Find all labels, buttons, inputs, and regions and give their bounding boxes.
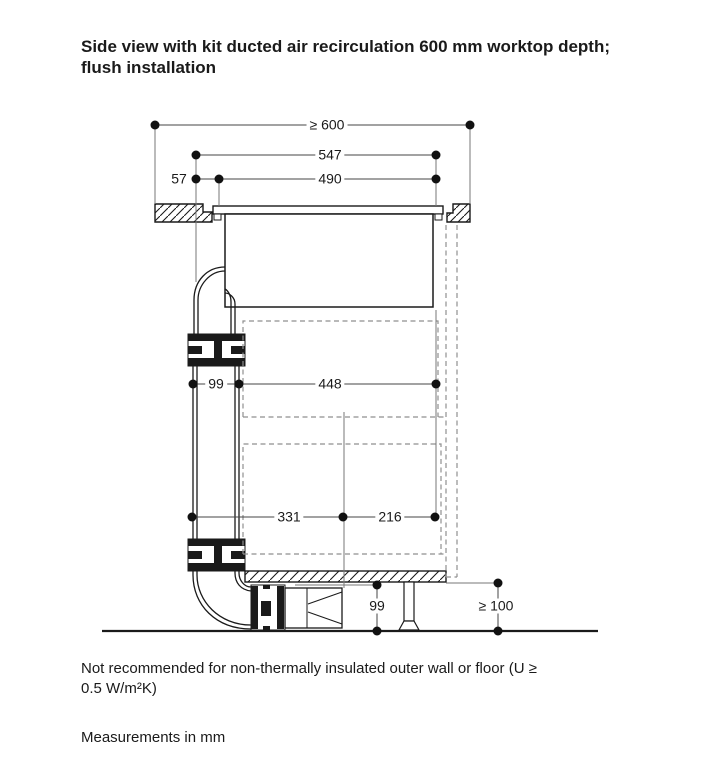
dim-rear-offset: 57 bbox=[168, 172, 190, 187]
dim-duct-width: 99 bbox=[205, 377, 227, 392]
duct-coupling-bottom bbox=[251, 585, 285, 630]
duct-elbow-lower bbox=[193, 571, 251, 629]
duct-coupling-lower bbox=[188, 539, 245, 571]
warning-line-1: Not recommended for non-thermally insulated outer wall or floor (U ≥ bbox=[81, 660, 537, 677]
hob-body bbox=[213, 206, 443, 307]
warning-note bbox=[81, 659, 641, 699]
units-note: Measurements in mm bbox=[81, 729, 226, 746]
dim-hob-total-width: 547 bbox=[315, 148, 344, 163]
title-line-2: flush installation bbox=[81, 58, 217, 77]
plinth-panel bbox=[245, 571, 446, 582]
dim-duct-to-motor: 331 bbox=[274, 510, 303, 525]
dim-plinth-clearance: ≥ 100 bbox=[476, 599, 517, 614]
vertical-duct bbox=[193, 366, 239, 540]
dim-cutout-width: 490 bbox=[315, 172, 344, 187]
dim-worktop-depth: ≥ 600 bbox=[307, 118, 348, 133]
title-line-1: Side view with kit ducted air recirculation 600 mm worktop depth; bbox=[81, 37, 611, 56]
blower-unit bbox=[285, 588, 342, 628]
duct-coupling-upper bbox=[188, 334, 245, 366]
dim-motor-to-rear: 216 bbox=[375, 510, 404, 525]
cabinet-leg bbox=[399, 582, 419, 630]
dim-duct-height-bottom: 99 bbox=[366, 599, 388, 614]
warning-line-2: 0.5 W/m²K) bbox=[81, 680, 157, 697]
dim-clearance-width: 448 bbox=[315, 377, 344, 392]
